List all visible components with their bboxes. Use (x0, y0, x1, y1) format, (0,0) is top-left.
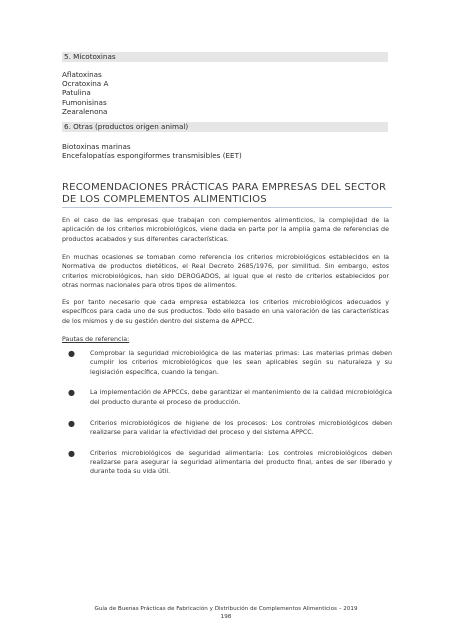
list-item: Encefalopatías espongiformes transmisibles (EET) (62, 151, 242, 161)
section-5-heading: 5. Micotoxinas (62, 52, 388, 62)
bullet-icon: ● (68, 418, 75, 428)
list-item: Zearalenona (62, 106, 108, 116)
list-item: Patulina (62, 88, 91, 98)
section-6-heading: 6. Otras (productos origen animal) (62, 122, 388, 132)
title-divider (62, 207, 392, 208)
paragraph-1: En el caso de las empresas que trabajan con complementos alimenticios, la complejidad de la aplicación de los criterios microbiológicos, viene dada en parte por la amplia gama de referencias de productos acabados y sus diferentes características. (62, 217, 389, 243)
page-footer: Guía de Buenas Prácticas de Fabricación y Distribución de Complementos Alimenticios – 2019 (94, 606, 358, 612)
bullet-icon: ● (68, 448, 75, 458)
bullet-text: La implementación de APPCCs, debe garantizar el mantenimiento de la calidad microbiológica del producto durante el proceso de producción. (90, 389, 392, 406)
list-item (62, 419, 392, 438)
paragraph-2: En muchas ocasiones se tomaban como referencia los criterios microbiológicos establecidos en la Normativa de productos dietéticos, el Real Decreto 2685/1976, por similitud. Sin embargo, estos criterios microbiológicos, han sido DEROGADOS, al igual que el resto de criterios establecidos por otras normas nacionales para otros tipos de alimentos. (62, 254, 389, 289)
list-item: Aflatoxinas (62, 70, 102, 79)
list-item (62, 388, 392, 407)
bullet-text: Criterios microbiológicos de higiene de los procesos: Los controles microbiológicos deben realizarse para validar la efectividad del proceso y del sistema APPCC. (90, 419, 392, 436)
bullet-icon: ● (68, 388, 75, 398)
list-item (62, 349, 392, 377)
bullet-text: Criterios microbiológicos de seguridad alimentaria: Los controles microbiológicos deben realizarse para asegurar la seguridad alimentaria del producto final, antes de ser liberado y durante toda su vida útil. (90, 449, 392, 476)
recommendations-title: RECOMENDACIONES PRÁCTICAS PARA EMPRESAS DEL SECTOR DE LOS COMPLEMENTOS ALIMENTICIOS (62, 182, 387, 206)
bullet-text: Comprobar la seguridad microbiológica de las materias primas: Las materias primas deben cumplir los criterios microbiológicos que les sean aplicables según su naturaleza y su legislación específica, cuando la tengan. (90, 350, 392, 376)
pautas-label: Pautas de referencia: (62, 336, 130, 343)
bullet-icon: ● (68, 349, 75, 358)
section-6-list (62, 142, 242, 160)
list-item: Fumonisinas (62, 97, 107, 107)
reference-guidelines-list (62, 349, 392, 488)
list-item (62, 449, 392, 477)
list-item: Biotoxinas marinas (62, 142, 131, 151)
section-5-list (62, 70, 108, 116)
page-number: 198 (220, 614, 232, 620)
paragraph-3: Es por tanto necesario que cada empresa establezca los criterios microbiológicos adecuados y específicos para cada uno de sus productos. Todo ello basado en una valoración de las características de los mismos y de su gestión dentro del sistema de APPCC. (62, 299, 389, 325)
list-item: Ocratoxina A (62, 79, 109, 89)
